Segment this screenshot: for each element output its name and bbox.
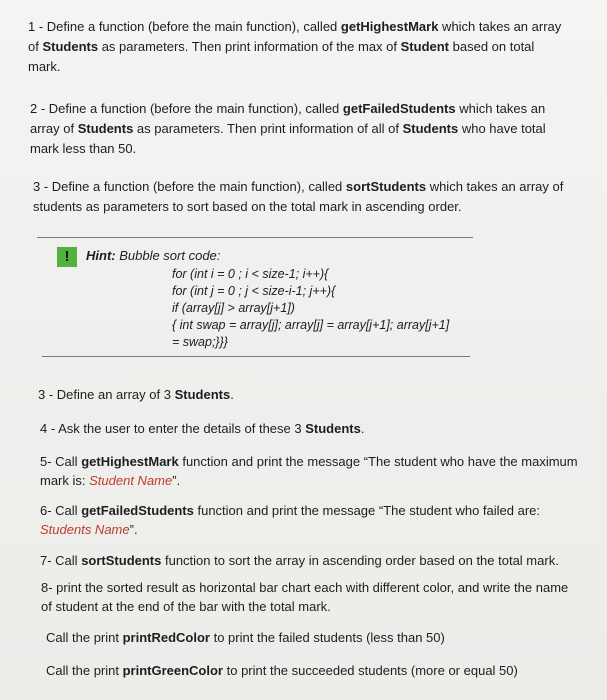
- code-line: { int swap = array[j]; array[j] = array[j+1]; array[j+1]: [172, 318, 450, 332]
- placeholder-text: Students Name: [40, 522, 130, 537]
- step-text: 7- Call: [40, 553, 82, 568]
- step-text: function and print the message “The student who failed are:: [193, 503, 541, 518]
- task-2-line2: array of: [30, 121, 78, 136]
- task-1-line2-end: based on total: [449, 39, 535, 54]
- step-text: mark is:: [40, 473, 90, 488]
- note-text: to print the succeeded students (more or equal 50): [223, 663, 518, 678]
- step-text: function and print the message “The student who have the maximum: [178, 454, 578, 469]
- task-2-text: 2 - Define a function (before the main function), called: [30, 101, 343, 116]
- function-name: printGreenColor: [122, 663, 223, 678]
- task-3-text: 3 - Define a function (before the main function), called: [33, 179, 346, 194]
- step-3: 3 - Define an array of 3 Students.: [38, 387, 234, 402]
- step-text: ”.: [129, 522, 138, 537]
- task-2-text-cont: which takes an: [455, 101, 546, 116]
- placeholder-text: Student Name: [89, 473, 173, 488]
- task-1-line2: of: [28, 39, 43, 54]
- step-text: 6- Call: [40, 503, 82, 518]
- function-name: getFailedStudents: [342, 101, 456, 116]
- code-line: if (array[j] > array[j+1]): [172, 301, 295, 315]
- task-1-line3: mark.: [28, 59, 61, 74]
- step-8: [41, 578, 601, 616]
- step-6: [40, 501, 600, 539]
- task-1-text: 1 - Define a function (before the main function), called: [28, 19, 341, 34]
- divider: [42, 356, 470, 357]
- divider: [37, 237, 473, 238]
- note-red: [46, 628, 445, 647]
- keyword: Students: [174, 387, 231, 402]
- hint-label: Hint:: [86, 248, 116, 263]
- code-line: for (int i = 0 ; i < size-1; i++){: [172, 267, 329, 281]
- step-text: of student at the end of the bar with the total mark.: [41, 599, 331, 614]
- step-text: 4 - Ask the user to enter the details of these 3: [40, 421, 306, 436]
- step-text: 8- print the sorted result as horizontal bar chart each with different color, and write the name: [41, 580, 569, 595]
- keyword: Students: [42, 39, 99, 54]
- note-text: Call the print: [46, 663, 123, 678]
- task-3: [33, 177, 598, 217]
- task-3-line2: students as parameters to sort based on the total mark in ascending order.: [33, 199, 462, 214]
- task-2-line2-cont: as parameters. Then print information of all of: [133, 121, 403, 136]
- task-2-line3: mark less than 50.: [30, 141, 137, 156]
- step-7: [40, 551, 605, 570]
- note-green: [46, 661, 518, 680]
- step-4: 4 - Ask the user to enter the details of these 3 Students.: [40, 421, 365, 436]
- function-name: sortStudents: [345, 179, 427, 194]
- function-name: getHighestMark: [81, 454, 179, 469]
- keyword: Students: [305, 421, 361, 436]
- task-2-line2-end: who have total: [458, 121, 546, 136]
- code-line: = swap;}}}: [172, 335, 228, 349]
- function-name: printRedColor: [122, 630, 210, 645]
- step-text: 3 - Define an array of 3: [38, 387, 175, 402]
- hint-title: [86, 248, 220, 263]
- task-1: [28, 17, 603, 77]
- hint-label-rest: Bubble sort code:: [115, 248, 221, 263]
- task-2: [30, 99, 595, 159]
- function-name: getFailedStudents: [81, 503, 194, 518]
- note-text: Call the print: [46, 630, 123, 645]
- task-3-text-cont: which takes an array of: [426, 179, 564, 194]
- step-text: ”.: [172, 473, 181, 488]
- exclamation-icon: !: [57, 247, 77, 267]
- step-text: 5- Call: [40, 454, 82, 469]
- function-name: getHighestMark: [340, 19, 439, 34]
- step-text: function to sort the array in ascending order based on the total mark.: [161, 553, 559, 568]
- task-1-text-cont: which takes an array: [438, 19, 562, 34]
- keyword: Students: [77, 121, 134, 136]
- keyword: Student: [400, 39, 450, 54]
- step-5: [40, 452, 600, 490]
- code-line: for (int j = 0 ; j < size-i-1; j++){: [172, 284, 336, 298]
- note-text: to print the failed students (less than 50): [209, 630, 445, 645]
- keyword: Students: [402, 121, 459, 136]
- task-1-line2-cont: as parameters. Then print information of the max of: [98, 39, 401, 54]
- function-name: sortStudents: [81, 553, 162, 568]
